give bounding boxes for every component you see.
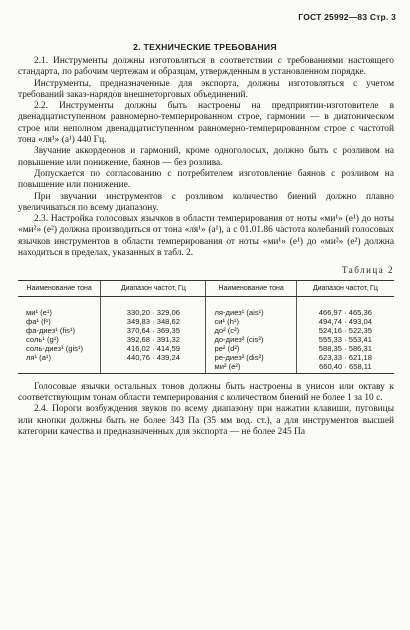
tone-name-cell: ре² (d²) xyxy=(206,344,296,353)
table-row xyxy=(18,344,394,353)
frequency-range-cell: 370,64 · 369,35 xyxy=(101,326,206,335)
tone-name-cell: до² (с²) xyxy=(206,326,296,335)
paragraph: При звучании инструментов с розливом количество биений должно плавно увеличиваться по всему диапазону. xyxy=(18,191,394,213)
frequency-range-cell: 494,74 · 493,04 xyxy=(296,317,394,326)
table-row xyxy=(18,326,394,335)
table-header-row xyxy=(18,280,394,296)
paragraph: Допускается по согласованию с потребителем изготовление баянов с розливом на повышение или понижение. xyxy=(18,168,394,191)
tone-name-cell: фа-диез¹ (fis¹) xyxy=(26,325,76,335)
tone-name-cell xyxy=(18,362,101,374)
frequency-range-cell: 392,68 · 391,32 xyxy=(101,335,206,344)
tone-name-cell: ля-диез¹ (ais¹) xyxy=(206,308,296,317)
paragraph: Инструменты, предназначенные для экспорта, должны изготовляться с учетом требований заказ-нарядов внешнеторговых объединений. xyxy=(18,78,394,100)
table-row xyxy=(18,308,394,317)
document-body xyxy=(18,56,394,438)
tone-name-cell: ре-диез² (dis²) xyxy=(206,353,296,362)
frequency-range-cell: 416,02 · 414,59 xyxy=(101,344,206,353)
frequency-table xyxy=(18,280,394,374)
table-body xyxy=(18,296,394,373)
column-header: Наименование тона xyxy=(18,280,101,296)
tone-name-cell: соль¹ (g¹) xyxy=(26,334,59,344)
paragraph: 2.4. Пороги возбуждения звуков по всему диапазону при нажатии клавиши, пуговицы или кнопки должны быть не более 343 Па (35 мм вод. ст.), а для инструментов высшей категории качества и предназначенных для экспорта — не более 245 Па xyxy=(18,404,394,437)
page-header: ГОСТ 25992—83 Стр. 3 xyxy=(298,12,396,22)
table-caption: Таблица 2 xyxy=(342,265,394,276)
frequency-range-cell: 440,76 · 439,24 xyxy=(101,353,206,362)
frequency-range-cell: 349,83 · 348,62 xyxy=(101,317,206,326)
tone-name-cell: соль-диез¹ (gis¹) xyxy=(26,343,83,353)
table-spacer xyxy=(18,296,394,308)
tone-name-cell: ля¹ (а¹) xyxy=(26,352,51,362)
table-row xyxy=(18,362,394,374)
tone-name-cell: ми² (е²) xyxy=(206,362,296,374)
column-header: Наименование тона xyxy=(206,280,296,296)
paragraph: Звучание аккордеонов и гармоний, кроме одноголосых, должно быть с розливом на повышение или понижение, баянов — без розлива. xyxy=(18,146,394,168)
table-row xyxy=(18,335,394,344)
paragraph: 2.3. Настройка голосовых язычков в области темперирования от ноты «ми¹» (е¹) до ноты «ми²» (е²) должна производиться от тона «ля¹» (а¹), а с 01.01.86 частота колебаний голосовых язычков инструментов в области темперирования от ноты «ми¹» (е¹) до «ми²» (е²) должна находиться в пределах, указанных в табл. 2. xyxy=(18,214,394,259)
frequency-range-cell: 330,20 · 329,06 xyxy=(101,308,206,317)
after-table-text xyxy=(18,382,394,438)
frequency-range-cell: 555,33 · 553,41 xyxy=(296,335,394,344)
section-title: 2. ТЕХНИЧЕСКИЕ ТРЕБОВАНИЯ xyxy=(133,42,277,52)
frequency-range-cell: 524,16 · 522,35 xyxy=(296,326,394,335)
frequency-range-cell: 623,33 · 621,18 xyxy=(296,353,394,362)
paragraph: 2.1. Инструменты должны изготовляться в соответствии с требованиями настоящего стандарта, по рабочим чертежам и образцам, утвержденным в установленном порядке. xyxy=(18,56,394,78)
tone-name-cell: ми¹ (е¹) xyxy=(26,307,52,317)
paragraph: Голосовые язычки остальных тонов должны быть настроены в унисон или октаву к соответствующим тонам области темперирования с количеством биений не более 1 за 10 с. xyxy=(18,381,394,403)
tone-name-cell: фа¹ (f¹) xyxy=(26,316,51,326)
paragraph: 2.2. Инструменты должны быть настроены на предприятии-изготовителе в двенадцатиступенном равномерно-темперированном строе, гармонии — в диатоническом строе или неполном двенадцатиступенном равномерно-темперированном строе с частотой тона «ля¹» (а¹) 440 Гц. xyxy=(18,101,394,146)
frequency-range-cell: 466,97 · 465,36 xyxy=(296,308,394,317)
tone-name-cell: си¹ (h¹) xyxy=(206,317,296,326)
frequency-range-cell xyxy=(101,362,206,374)
table-row xyxy=(18,353,394,362)
frequency-range-cell: 660,40 · 658,11 xyxy=(296,362,394,374)
frequency-range-cell: 588,35 · 586,31 xyxy=(296,344,394,353)
column-header: Диапазон частот, Гц xyxy=(101,280,206,296)
table-row xyxy=(18,317,394,326)
column-header: Диапазон частот, Гц xyxy=(296,280,394,296)
tone-name-cell: до-диез² (cis²) xyxy=(206,335,296,344)
